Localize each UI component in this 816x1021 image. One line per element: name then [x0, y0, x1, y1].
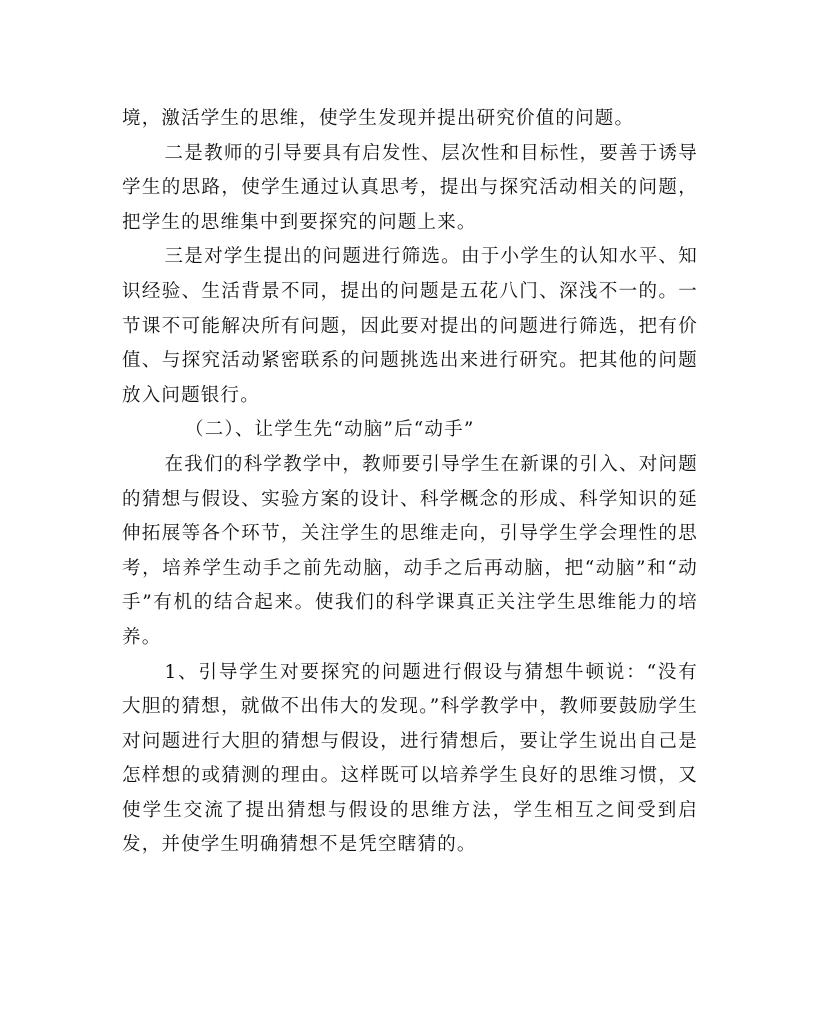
paragraph-science-teaching: 在我们的科学教学中，教师要引导学生在新课的引入、对问题的猜想与假设、实验方案的设计、科学概念的形成、科学知识的延伸拓展等各个环节，关注学生的思维走向，引导学生学会理性的思考，培养学生动手之前先动脑，动手之后再动脑，把“动脑”和“动手”有机的结合起来。使我们的科学课真正关注学生思维能力的培养。 [122, 453, 698, 648]
paragraph-hypothesis: 1、引导学生对要探究的问题进行假设与猜想牛顿说：“没有大胆的猜想，就做不出伟大的发现。”科学教学中，教师要鼓励学生对问题进行大胆的猜想与假设，进行猜想后，要让学生说出自己是怎样想的或猜测的理由。这样既可以培养学生良好的思维习惯，又使学生交流了提出猜想与假设的思维方法，学生相互之间受到启发，并使学生明确猜想不是凭空瞎猜的。 [122, 661, 698, 856]
paragraph-question-screening: 三是对学生提出的问题进行筛选。由于小学生的认知水平、知识经验、生活背景不同，提出的问题是五花八门、深浅不一的。一节课不可能解决所有问题，因此要对提出的问题进行筛选，把有价值、与探究活动紧密联系的问题挑选出来进行研究。把其他的问题放入问题银行。 [122, 246, 698, 406]
paragraph-continuation: 境，激活学生的思维，使学生发现并提出研究价值的问题。 [122, 108, 635, 129]
document-body [122, 102, 698, 863]
paragraph-guidance: 二是教师的引导要具有启发性、层次性和目标性，要善于诱导学生的思路，使学生通过认真思考，提出与探究活动相关的问题，把学生的思维集中到要探究的问题上来。 [122, 142, 698, 233]
section-heading: （二）、让学生先“动脑”后“动手” [185, 419, 475, 441]
